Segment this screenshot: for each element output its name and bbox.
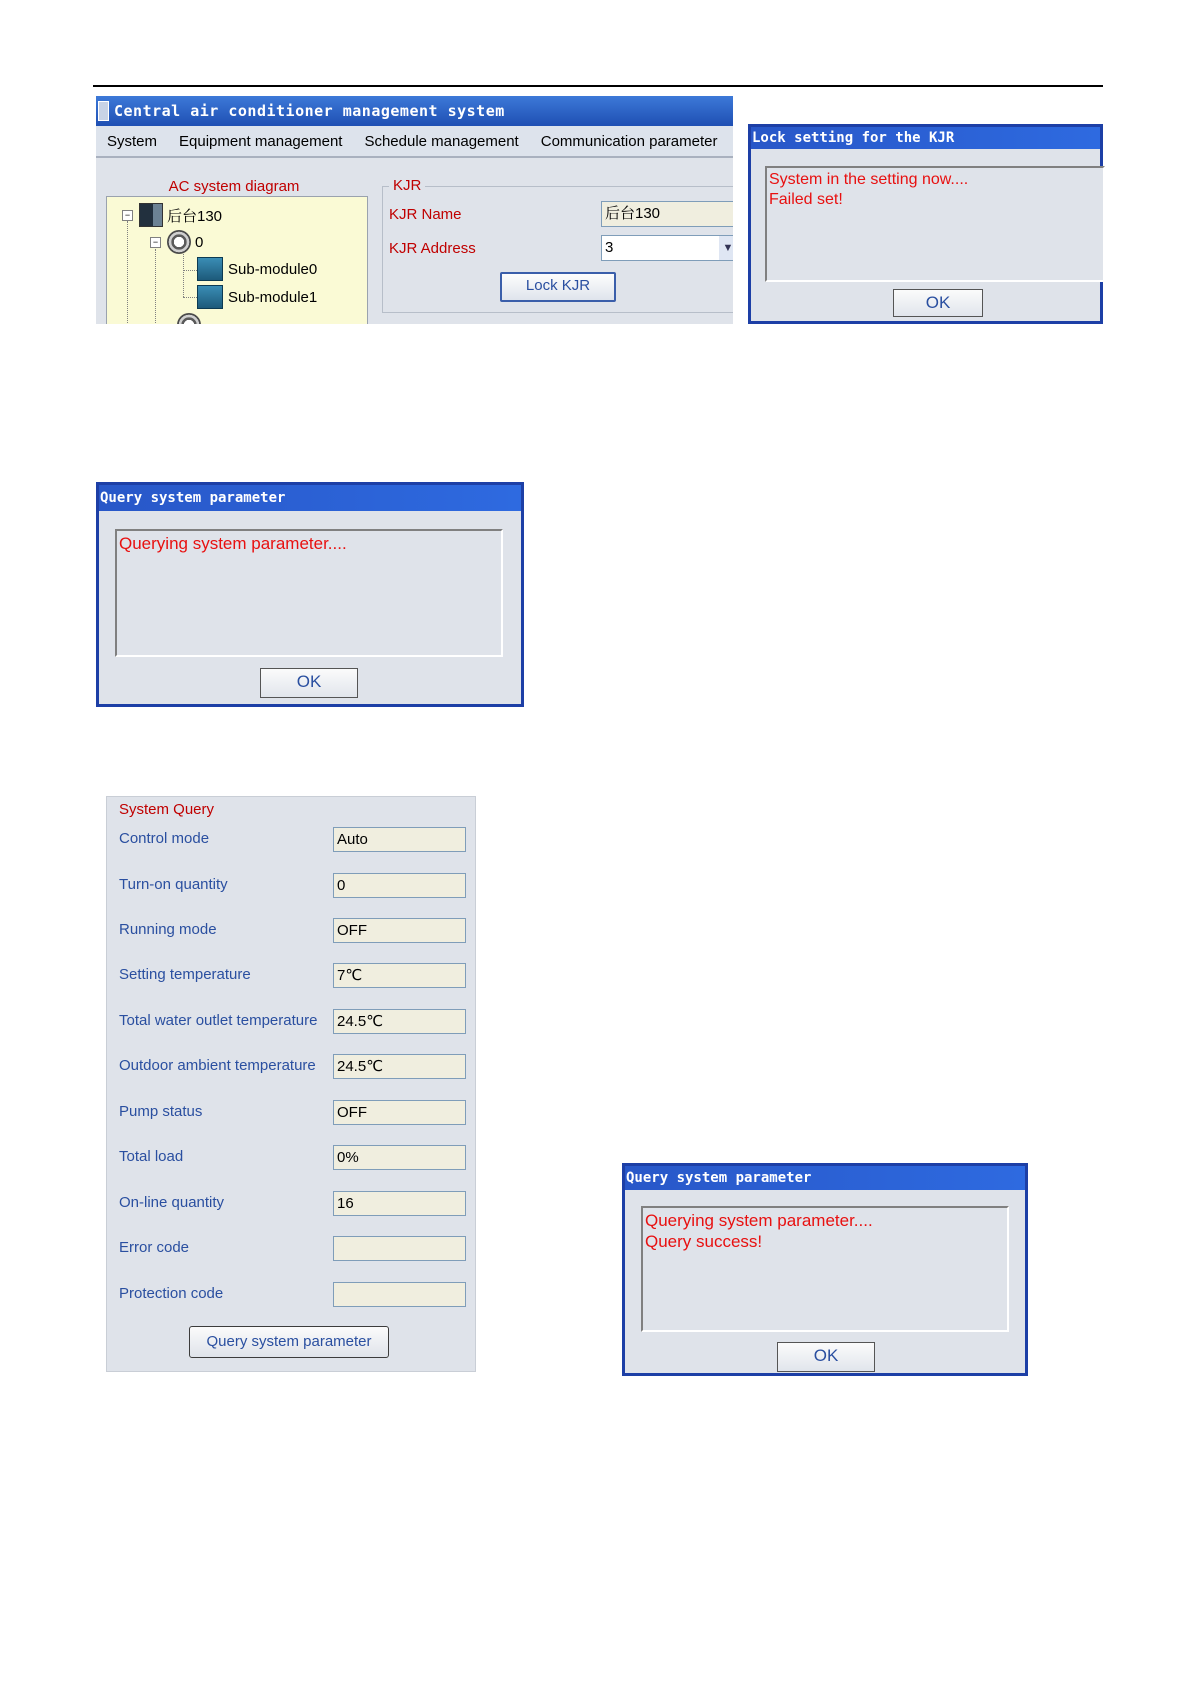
tree-connector	[183, 270, 197, 271]
query-row-setting-temperature	[119, 963, 469, 989]
control-mode-field[interactable]: Auto	[333, 827, 466, 852]
kjr-address-select[interactable]	[601, 235, 733, 261]
lock-kjr-button[interactable]: Lock KJR	[500, 272, 616, 302]
outdoor-unit-icon	[177, 313, 201, 324]
control-mode-label: Control mode	[119, 830, 210, 847]
outdoor-ambient-temperature-field[interactable]: 24.5℃	[333, 1054, 466, 1079]
query-row-protection-code	[119, 1282, 469, 1308]
tree-connector	[155, 249, 156, 324]
error-code-field[interactable]	[333, 1236, 466, 1261]
total-load-label: Total load	[119, 1148, 184, 1165]
query-dialog-message-box	[115, 529, 503, 657]
tree-connector	[127, 221, 128, 324]
menu-schedule-management[interactable]: Schedule management	[364, 132, 519, 150]
lock-dialog-message-box	[765, 166, 1105, 282]
kjr-address-value: 3	[605, 239, 614, 256]
outdoor-unit-icon	[167, 230, 191, 254]
query-row-on-line-quantity	[119, 1191, 469, 1217]
lock-dialog-line-2: Failed set!	[769, 191, 843, 208]
lock-dialog-line-1: System in the setting now....	[769, 171, 969, 188]
menu-communication-parameter[interactable]: Communication parameter	[540, 132, 718, 150]
query-dialog-ok-button[interactable]: OK	[777, 1342, 875, 1372]
query-row-error-code	[119, 1236, 469, 1262]
protection-code-field[interactable]	[333, 1282, 466, 1307]
query-row-outdoor-ambient-temperature	[119, 1054, 469, 1080]
tree-node-label: Sub-module0	[228, 260, 318, 278]
kjr-address-label: KJR Address	[389, 240, 476, 257]
running-mode-field[interactable]: OFF	[333, 918, 466, 943]
pump-status-field[interactable]: OFF	[333, 1100, 466, 1125]
query-row-total-water-outlet-temperature	[119, 1009, 469, 1035]
system-query-legend: System Query	[119, 801, 215, 818]
module-icon	[197, 285, 223, 309]
lock-dialog-title: Lock setting for the KJR	[751, 127, 1100, 149]
protection-code-label: Protection code	[119, 1285, 224, 1302]
tree-node-root-label: 后台130	[167, 207, 223, 225]
tree-node-0[interactable]	[150, 230, 203, 254]
app-title-bar	[96, 96, 733, 126]
query-dialog-in-progress	[96, 482, 524, 707]
on-line-quantity-field[interactable]: 16	[333, 1191, 466, 1216]
computer-icon	[139, 203, 163, 227]
tree-header: AC system diagram	[168, 178, 300, 195]
app-title: Central air conditioner management system	[114, 102, 505, 120]
query-row-running-mode	[119, 918, 469, 944]
collapse-icon[interactable]: −	[122, 210, 133, 221]
query-dialog-title: Query system parameter	[625, 1166, 1025, 1190]
page-top-rule	[93, 85, 1103, 87]
outdoor-ambient-temperature-label: Outdoor ambient temperature	[119, 1057, 316, 1074]
query-dialog-line-1: Querying system parameter....	[119, 534, 347, 553]
tree-node-label: Sub-module1	[228, 288, 318, 306]
setting-temperature-label: Setting temperature	[119, 966, 251, 983]
tree-view[interactable]	[106, 196, 368, 324]
query-dialog-ok-button[interactable]: OK	[260, 668, 358, 698]
menu-system[interactable]: System	[107, 132, 158, 150]
app-window-icon	[98, 101, 109, 121]
turn-on-quantity-field[interactable]: 0	[333, 873, 466, 898]
kjr-legend: KJR	[389, 177, 425, 194]
collapse-icon[interactable]: −	[150, 237, 161, 248]
main-app-window	[96, 96, 733, 324]
pump-status-label: Pump status	[119, 1103, 203, 1120]
chevron-down-icon[interactable]: ▼	[719, 236, 733, 260]
total-load-field[interactable]: 0%	[333, 1145, 466, 1170]
tree-node-sub-module0[interactable]	[197, 257, 317, 281]
query-dialog-message-box	[641, 1206, 1009, 1332]
query-system-parameter-button[interactable]: Query system parameter	[189, 1326, 389, 1358]
tree-connector	[183, 297, 197, 298]
query-row-pump-status	[119, 1100, 469, 1126]
on-line-quantity-label: On-line quantity	[119, 1194, 225, 1211]
total-water-outlet-temperature-label: Total water outlet temperature	[119, 1012, 318, 1029]
running-mode-label: Running mode	[119, 921, 217, 938]
module-icon	[197, 257, 223, 281]
total-water-outlet-temperature-field[interactable]: 24.5℃	[333, 1009, 466, 1034]
setting-temperature-field[interactable]: 7℃	[333, 963, 466, 988]
ac-system-tree-panel	[106, 178, 366, 324]
menu-bar	[96, 126, 733, 158]
turn-on-quantity-label: Turn-on quantity	[119, 876, 228, 893]
tree-connector	[183, 249, 184, 297]
kjr-name-label: KJR Name	[389, 206, 462, 223]
tree-node-root[interactable]	[122, 203, 222, 227]
query-row-control-mode	[119, 827, 469, 853]
error-code-label: Error code	[119, 1239, 190, 1256]
kjr-name-input[interactable]: 后台130	[601, 201, 733, 227]
lock-dialog-ok-button[interactable]: OK	[893, 289, 983, 317]
system-query-panel	[106, 796, 476, 1372]
query-dialog-success	[622, 1163, 1028, 1376]
lock-kjr-dialog	[748, 124, 1103, 324]
query-dialog-title: Query system parameter	[99, 485, 521, 511]
query-dialog-line-2: Query success!	[645, 1232, 763, 1251]
query-row-total-load	[119, 1145, 469, 1171]
tree-node-0-label: 0	[195, 233, 204, 251]
tree-node-partial[interactable]	[177, 313, 205, 324]
menu-equipment-management[interactable]: Equipment management	[179, 132, 343, 150]
tree-node-sub-module1[interactable]	[197, 285, 317, 309]
query-dialog-line-1: Querying system parameter....	[645, 1211, 873, 1230]
query-row-turn-on-quantity	[119, 873, 469, 899]
